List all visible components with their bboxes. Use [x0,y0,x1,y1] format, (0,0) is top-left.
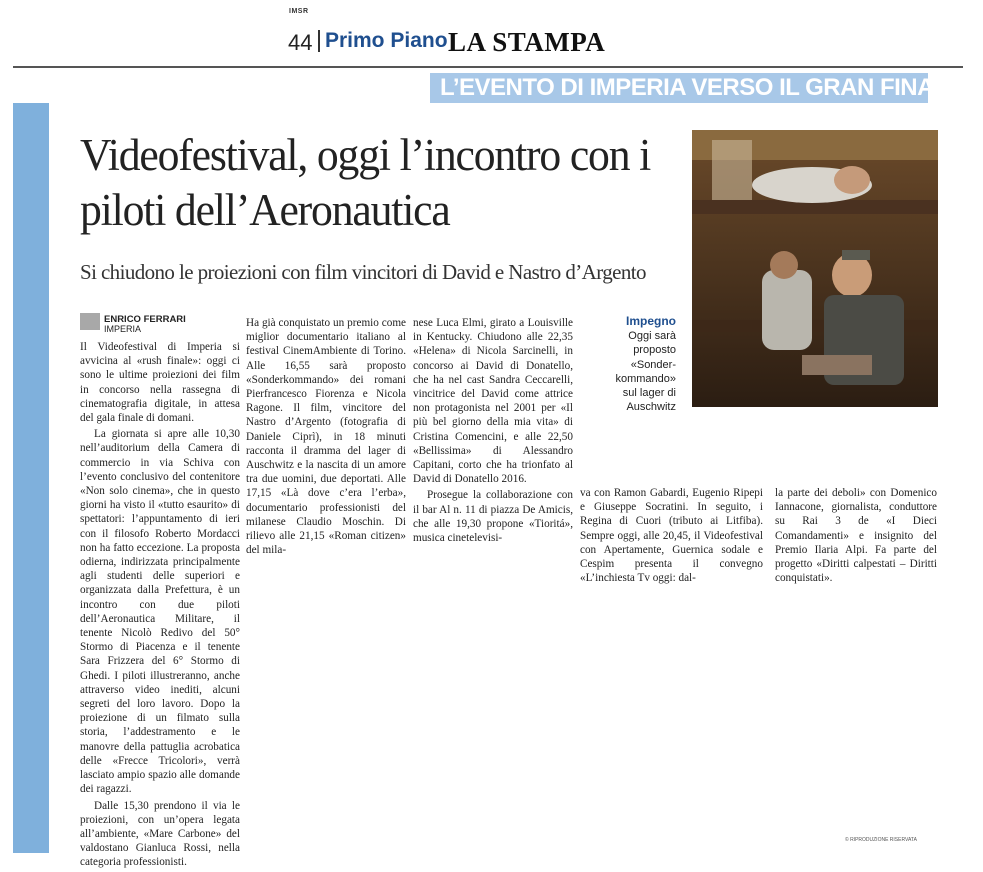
section-label: Primo Piano [325,29,448,52]
article-photo [692,130,938,407]
byline-location: IMPERIA [104,324,142,334]
topic-banner-text: L’EVENTO DI IMPERIA VERSO IL GRAN FINALE [440,74,964,101]
top-rule [13,66,963,68]
subheadline: Si chiudono le proiezioni con film vincitori di David e Nastro d’Argento [80,260,646,284]
edition-code: IMSR [289,8,309,15]
article-column-5 [775,486,937,587]
photo-caption-text: Oggi sarà proposto «Sonder-kommando» sul lager di Auschwitz [615,330,676,414]
byline-marker [80,313,100,330]
left-accent-bar [13,103,49,853]
article-paragraph: Il Videofestival di Imperia si avvicina al «rush finale»: oggi ci sono le ultime proiezioni dei film in concorso nella rassegna di cinematografia digitale, in attesa del gala finale di domani. [80,341,240,425]
article-column-2 [246,316,406,559]
photo-caption-title: Impegno [626,314,676,328]
article-paragraph: Dalle 15,30 prendono il via le proiezioni, con un’opera legata all’ambiente, «Mare Carbone» del valdostano Gianluca Rossi, nella categoria professionisti. [80,799,240,869]
page-number: 44 [288,30,313,55]
article-column-4 [580,486,763,587]
article-paragraph: la parte dei deboli» con Domenico Iannacone, giornalista, conduttore su Rai 3 de «I Dieci Comandamenti» e insignito del Premio Ilaria Alpi. Fa parte del progetto «Diritti calpestati – Diritti conquistati». [775,487,937,585]
newspaper-logo: LA STAMPA [448,27,606,57]
article-paragraph: Prosegue la collaborazione con il bar Al n. 11 di piazza De Amicis, che alle 19,30 propone «Tioritá», musica cinetelevisi- [413,489,573,545]
article-column-3 [413,316,573,547]
article-paragraph: La giornata si apre alle 10,30 nell’auditorium della Camera di commercio in via Schiva con l’evento conclusivo del contenitore «Non solo cinema», che in questo giorni ha visto il «tutto esaurito» di spettatori: l’appuntamento di ieri con il filosofo Roberto Mordacci non ha fatto eccezione. La proposta odierna, indirizzata principalmente agli studenti delle superiori e organizzata dalla Prefettura, è un incontro con due piloti dell’Aeronautica Militare, il tenente Nicolò Redivo del 50° Stormo di Piacenza e il tenente Sara Frizzera del 6° Stormo di Ghedi. I piloti illustreranno, anche attraverso video inediti, alcuni segreti del loro lavoro. Dopo la proiezione di un filmato sulla storia, l’addestramento e le manovre della pattuglia acrobatica delle «Frecce Tricolori», verrà lasciato ampio spazio alle domande dei ragazzi. [80,428,240,796]
article-paragraph: va con Ramon Gabardi, Eugenio Ripepi e Giuseppe Socratini. In seguito, i Regina di Cuori (tributo ai Litfiba). Sempre oggi, alle 20,45, il Videofestival con Apertamente, Guernica sodale e Cespim presenta il convegno «L’inchiesta Tv oggi: dal- [580,487,763,585]
copyright-credit: © RIPRODUZIONE RISERVATA [845,837,917,843]
article-column-1 [80,340,240,872]
masthead-divider [318,30,320,52]
article-paragraph: Ha già conquistato un premio come miglior documentario italiano al festival CinemAmbiente di Torino. Alle 16,55 sarà proposto «Sonderkommando» dei romani Pierfrancesco Fiorenza e Nicola Ragone. Il film, vincitore del Nastro d’Argento (fotografia di Daniele Ciprì), in 18 minuti racconta il dramma del lager di Auschwitz e la nascita di un amore tra due uomini, due deportati. Alle 17,15 «Là dove c’era l’erba», documentario professionisti del milanese Claudio Moschin. Di rilievo alle 21,15 «Roman citizen» del mila- [246,317,406,557]
byline-author: ENRICO FERRARI [104,314,186,325]
headline: Videofestival, oggi l’incontro con i piloti dell’Aeronautica [80,130,651,235]
photo-illustration [692,130,938,407]
article-paragraph: nese Luca Elmi, girato a Louisville in Kentucky. Chiudono alle 22,35 «Helena» di Nicola Sarcinelli, in concorso ai David di Donatello, che ha nel cast Sandra Ceccarelli, vincitrice del David come attrice non protagonista nel 2001 per «Il più bel giorno della mia vita» di Cristina Comencini, e alle 22,50 «Bellissima» di Alessandro Capitani, corto che ha trionfato al David di Donatello 2016. [413,317,573,486]
